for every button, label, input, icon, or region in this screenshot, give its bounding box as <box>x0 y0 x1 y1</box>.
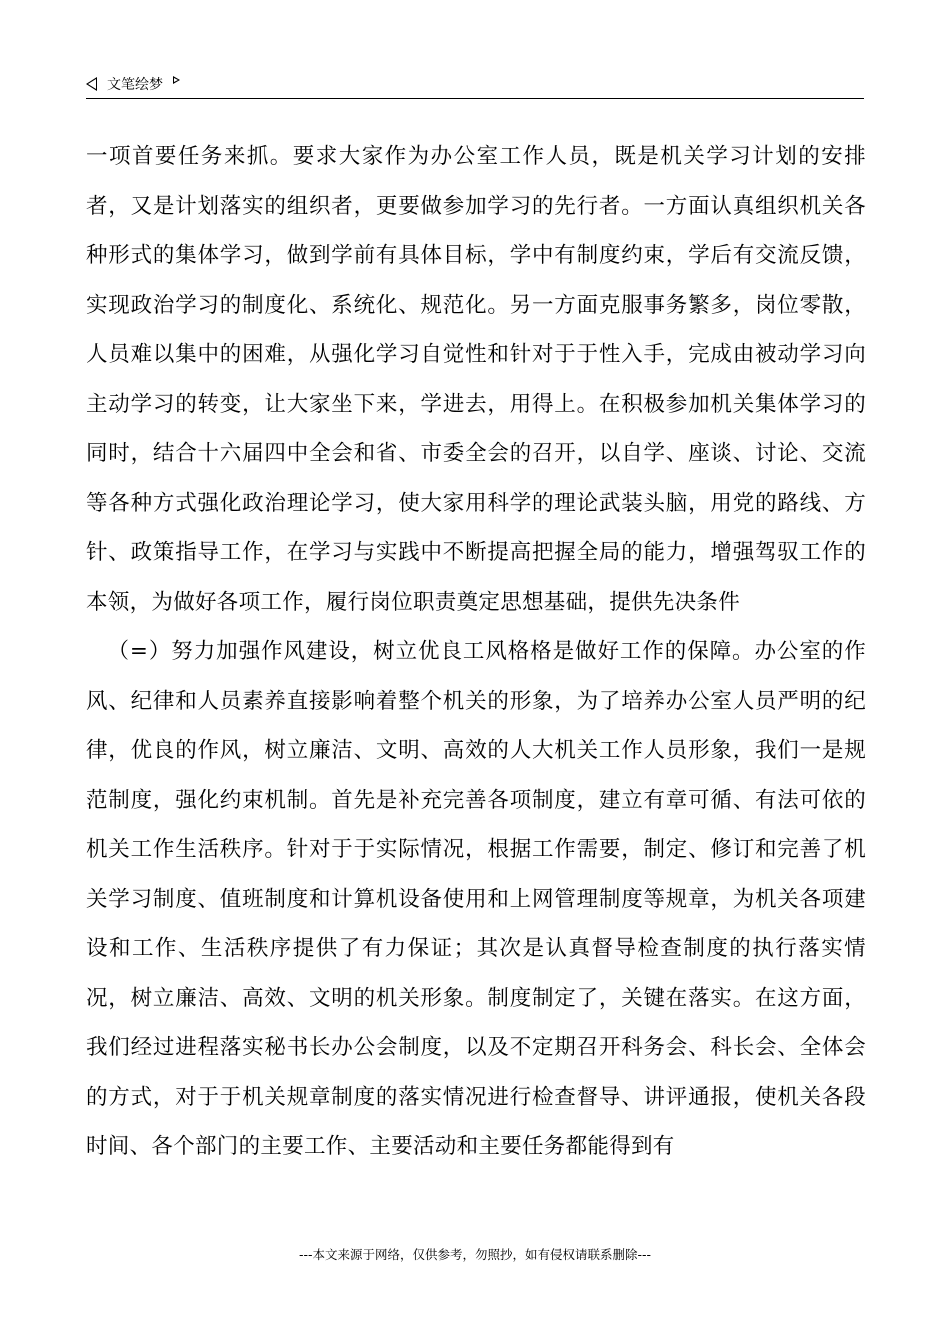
body-paragraph-1: 一项首要任务来抓。要求大家作为办公室工作人员，既是机关学习计划的安排者，又是计划落实的组织者，更要做参加学习的先行者。一方面认真组织机关各种形式的集体学习，做到学前有具体目标，学中有制度约束，学后有交流反馈，实现政治学习的制度化、系统化、规范化。另一方面克服事务繁多，岗位零散，人员难以集中的困难，从强化学习自觉性和针对于于性入手，完成由被动学习向主动学习的转变，让大家坐下来，学进去，用得上。在积极参加机关集体学习的同时，结合十六届四中全会和省、市委全会的召开，以自学、座谈、讨论、交流等各种方式强化政治理论学习，使大家用科学的理论武装头脑，用党的路线、方针、政策指导工作，在学习与实践中不断提高把握全局的能力，增强驾驭工作的本领，为做好各项工作，履行岗位职责奠定思想基础，提供先决条件 <box>86 144 866 615</box>
body-paragraph-2: （=）努力加强作风建设，树立优良工风格格是做好工作的保障。办公室的作风、纪律和人员素养直接影响着整个机关的形象，为了培养办公室人员严明的纪律，优良的作风，树立廉洁、文明、高效的人大机关工作人员形象，我们一是规范制度，强化约束机制。首先是补充完善各项制度，建立有章可循、有法可依的机关工作生活秩序。针对于于实际情况，根据工作需要，制定、修订和完善了机关学习制度、值班制度和计算机设备使用和上网管理制度等规章，为机关各项建设和工作、生活秩序提供了有力保证；其次是认真督导检查制度的执行落实情况，树立廉洁、高效、文明的机关形象。制度制定了，关键在落实。在这方面，我们经过进程落实秘书长办公会制度，以及不定期召开科务会、科长会、全体会的方式，对于于机关规章制度的落实情况进行检查督导、讲评通报，使机关各段时间、各个部门的主要工作、主要活动和主要任务都能得到有 <box>86 639 866 1159</box>
triangle-right-outline-icon <box>173 76 180 84</box>
page-header <box>86 72 864 99</box>
header-brand <box>86 72 864 96</box>
header-brand-text: 文笔绘梦 <box>107 77 163 93</box>
page-footer-disclaimer: ---本文来源于网络，仅供参考，勿照抄，如有侵权请联系删除--- <box>298 1247 652 1262</box>
triangle-left-outline-icon <box>86 77 97 91</box>
document-body <box>86 132 866 1172</box>
